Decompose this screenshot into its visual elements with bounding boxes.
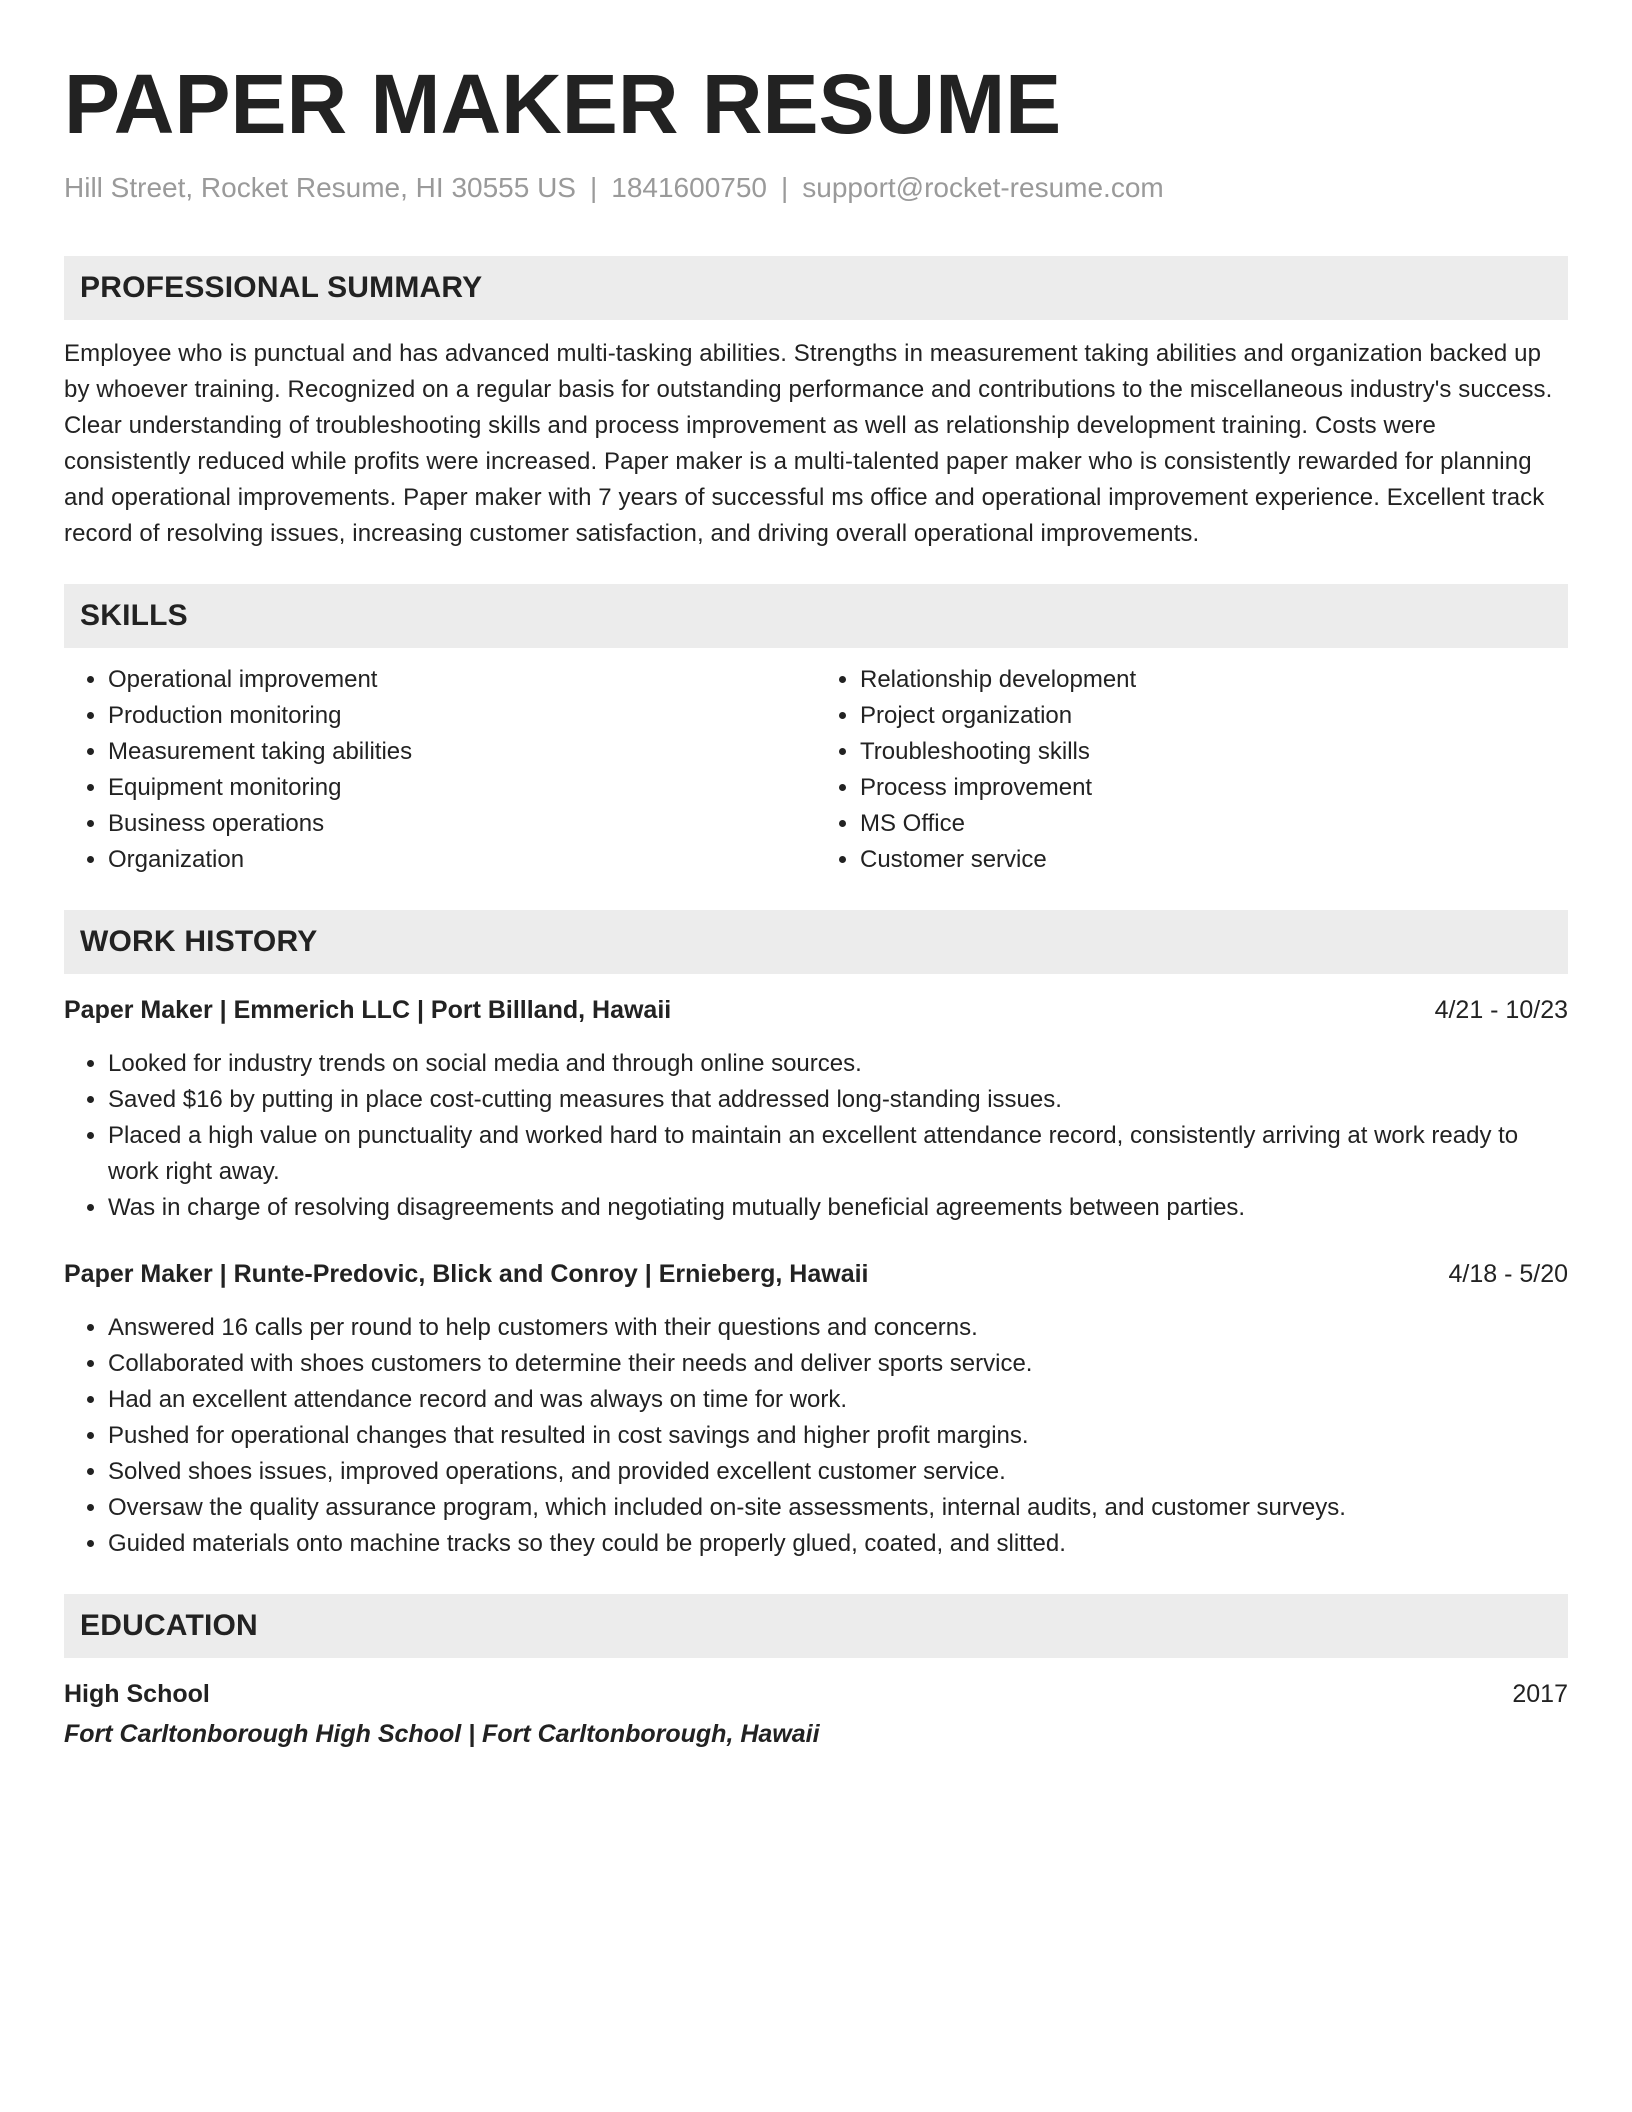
contact-address: Hill Street, Rocket Resume, HI 30555 US [64, 172, 576, 203]
education-section-title: EDUCATION [80, 1609, 258, 1642]
work-section-header [64, 910, 1568, 974]
contact-phone: 1841600750 [611, 172, 767, 203]
work-section-title: WORK HISTORY [80, 925, 318, 958]
job-bullet: • Placed a high value on punctuality and worked hard to maintain an excellent attendance record, consistently arriving at work ready to work right away. [108, 1118, 1568, 1190]
education-school: Fort Carltonborough High School | Fort Carltonborough, Hawaii [64, 1720, 820, 1748]
job-heading: Paper Maker | Runte-Predovic, Blick and Conroy | Ernieberg, Hawaii [64, 1260, 869, 1288]
skill-item: • MS Office [860, 806, 1568, 842]
job-bullet: • Looked for industry trends on social media and through online sources. [108, 1046, 1568, 1082]
job-bullet: • Collaborated with shoes customers to determine their needs and deliver sports service. [108, 1346, 1568, 1382]
job-header [64, 1256, 1568, 1292]
education-degree: High School [64, 1680, 210, 1708]
education-entry [64, 1676, 1568, 1752]
education-year: 2017 [1512, 1680, 1568, 1708]
summary-text: Employee who is punctual and has advanced multi-tasking abilities. Strengths in measurement taking abilities and organization backed up by whoever training. Recognized on a regular basis for outstanding performance and contributions to the miscellaneous industry's success. Clear understanding of troubleshooting skills and process improvement as well as relationship development training. Costs were consistently reduced while profits were increased. Paper maker is a multi-talented paper maker who is consistently rewarded for planning and operational improvements. Paper maker with 7 years of successful ms office and operational improvement experience. Excellent track record of resolving issues, increasing customer satisfaction, and driving overall operational improvements. [64, 340, 1553, 547]
job-dates: 4/21 - 10/23 [1434, 996, 1568, 1024]
skill-item: • Relationship development [860, 662, 1568, 698]
skill-item: • Organization [108, 842, 816, 878]
summary-section-title: PROFESSIONAL SUMMARY [80, 271, 483, 304]
contact-separator: | [589, 172, 598, 203]
skill-item: • Equipment monitoring [108, 770, 816, 806]
resume-title: PAPER MAKER RESUME [64, 57, 1062, 151]
contact-separator: | [781, 172, 789, 203]
skill-item: • Production monitoring [108, 698, 816, 734]
skills-list [64, 662, 1568, 878]
skills-section-title: SKILLS [80, 599, 188, 632]
job-bullet: • Was in charge of resolving disagreements and negotiating mutually beneficial agreements between parties. [108, 1190, 1568, 1226]
job-bullet: • Solved shoes issues, improved operations, and provided excellent customer service. [108, 1454, 1568, 1490]
skill-item: • Operational improvement [108, 662, 816, 698]
skill-item: • Measurement taking abilities [108, 734, 816, 770]
job-dates: 4/18 - 5/20 [1448, 1260, 1568, 1288]
skills-column-right [816, 662, 1568, 878]
job-bullet: • Guided materials onto machine tracks so they could be properly glued, coated, and slitted. [108, 1526, 1568, 1562]
skills-column-left [64, 662, 816, 878]
job-bullet: • Oversaw the quality assurance program, which included on-site assessments, internal audits, and customer surveys. [108, 1490, 1568, 1526]
skill-item: • Customer service [860, 842, 1568, 878]
job-bullet: • Pushed for operational changes that resulted in cost savings and higher profit margins. [108, 1418, 1568, 1454]
job-bullets [64, 1046, 1568, 1226]
job-bullet: • Saved $16 by putting in place cost-cutting measures that addressed long-standing issues. [108, 1082, 1568, 1118]
skill-item: • Process improvement [860, 770, 1568, 806]
skill-item: • Business operations [108, 806, 816, 842]
education-section-header [64, 1594, 1568, 1658]
skills-section-header [64, 584, 1568, 648]
summary-section-header [64, 256, 1568, 320]
contact-email[interactable]: support@rocket-resume.com [802, 172, 1164, 203]
contact-line [64, 170, 1568, 206]
job-heading: Paper Maker | Emmerich LLC | Port Billland, Hawaii [64, 996, 672, 1024]
education-header [64, 1676, 1568, 1712]
skill-item: • Troubleshooting skills [860, 734, 1568, 770]
job-bullets [64, 1310, 1568, 1562]
job-entry [64, 992, 1568, 1226]
job-entry [64, 1256, 1568, 1562]
skill-item: • Project organization [860, 698, 1568, 734]
job-bullet: • Answered 16 calls per round to help customers with their questions and concerns. [108, 1310, 1568, 1346]
job-header [64, 992, 1568, 1028]
job-bullet: • Had an excellent attendance record and was always on time for work. [108, 1382, 1568, 1418]
